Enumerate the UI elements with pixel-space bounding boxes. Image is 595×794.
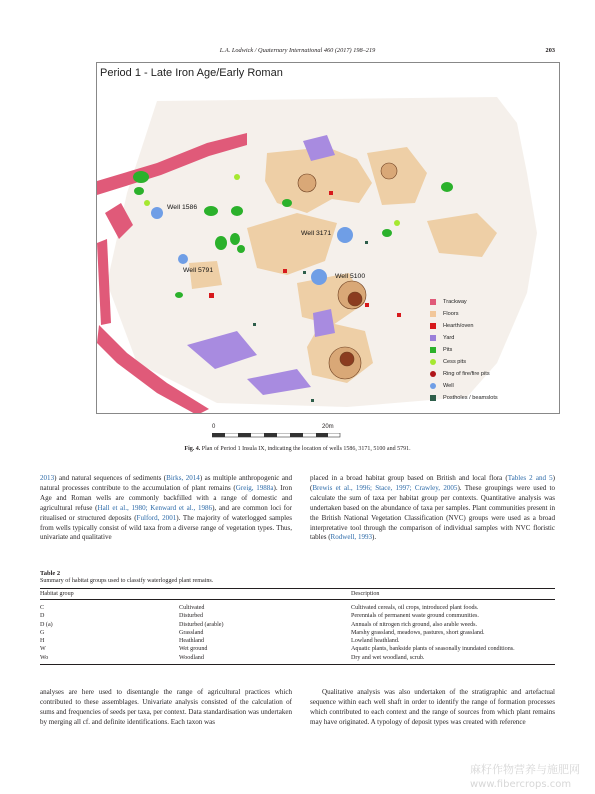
column-header: Description [351,589,555,600]
body-column-left-bottom [40,688,292,728]
legend-item [430,308,556,320]
trackway [97,239,111,325]
caption-label: Fig. 4. [184,446,201,452]
scale-start: 0 [212,424,216,430]
table-cell: Aquatic plants, bankside plants of seasonally inundated conditions. [351,646,515,653]
text-run: ) as multiple anthropogenic and natural processes contribute to the accumulation of plant remains ( [40,474,293,492]
scale-bar [212,424,342,442]
table-row [40,645,555,653]
watermark [470,762,590,792]
column-header: Habitat group [40,589,179,600]
table-cell: G [40,629,45,636]
running-head [40,47,555,57]
figure-4-map [96,62,560,414]
pits-swatch [430,347,436,353]
well-swatch [430,383,436,389]
legend-item [430,356,556,368]
legend-item [430,296,556,308]
well-label-3171: Well 3171 [301,230,332,237]
table-cell: W [40,646,46,653]
scale-end: 20m [322,424,334,430]
table-label: Table 2 [40,570,61,577]
table-2 [40,570,555,665]
table-cell: Cultivated cereals, oil crops, introduced plant foods. [351,605,479,611]
legend-label: Floors [443,311,459,317]
table-cell: Wet ground [179,646,208,653]
habitat-table [40,588,555,665]
table-row [40,612,555,620]
citation-link[interactable]: Birks, 2014 [166,474,200,482]
legend-label: Cess pits [443,359,467,365]
text-run: ). Iron Age and Roman wells are commonly backfilled with a range of domestic and agricultural refuse ( [40,483,292,512]
watermark-line-2: www.fibercrops.com [470,779,572,790]
paragraph [310,474,555,543]
well-label-1586: Well 1586 [167,204,198,211]
table-cell: Dry and wet woodland, scrub. [351,654,555,665]
body-column-right-top [310,474,555,543]
scale-bar-graphic [212,433,342,439]
table-cell: Disturbed (arable) [179,621,224,628]
legend-label: Pits [443,347,453,353]
table-row [40,654,555,665]
citation-link[interactable]: 2013 [40,474,55,482]
table-cell: Wo [40,654,179,665]
table-cell: Annuals of nitrogen rich ground, also arable weeds. [351,621,478,628]
map-legend [430,296,556,404]
watermark-line-1: 麻籽作物营养与施肥网 [470,763,580,776]
legend-item [430,380,556,392]
page-number: 203 [545,47,555,54]
citation-link[interactable]: Hall et al., 1980; Kenward et al., 1986 [97,503,213,512]
text-run: ), and are common loci for ritualised or structured deposits ( [40,503,293,522]
paragraph: Qualitative analysis was also undertaken of the stratigraphic and artefactual sequence within each well shaft in order to identify the range of formation processes which contributed to each context and the range of sources from which plant remains may have originated. A typology of deposit types was created with reference [310,688,555,726]
table-cell: Grassland [179,629,204,636]
text-run: ). The majority of waterlogged samples from wells typically consist of wild taxa from a diverse range of vegetation types. Thus, univariate and qualitative [40,513,292,542]
body-column-right-bottom [310,688,555,728]
table-cell: C [40,605,45,611]
citation-link[interactable]: Rodwell, 1993 [330,533,373,542]
table-cell: D (a) [40,621,53,628]
table-header-row [40,589,555,600]
ring-of-fire-swatch [430,371,436,377]
running-title: L.A. Lodwick / Quaternary International 460 (2017) 198–219 [219,47,376,54]
table-cell: Heathland [179,638,205,645]
legend-label: Ring of fire/fire pits [443,371,490,377]
legend-item [430,344,556,356]
table-caption: Summary of habitat groups used to classify waterlogged plant remains. [40,578,214,584]
body-column-left-top [40,474,292,543]
citation-link[interactable]: Greig, 1988a [235,483,274,492]
text-run: placed in a broad habitat group based on British and local flora ( [310,474,508,482]
trackway-swatch [430,299,436,305]
floors-swatch [430,311,436,317]
paragraph [40,474,292,543]
legend-label: Well [443,383,454,389]
column-header [179,589,351,600]
legend-label: Hearth/oven [443,323,474,329]
legend-item [430,320,556,332]
legend-item [430,368,556,380]
table-cell: Perennials of permanent waste ground communities. [351,613,479,620]
table-cell: Cultivated [179,605,205,611]
table-cell: Lowland heathland. [351,638,400,645]
figure-caption [40,446,555,452]
table-row [40,621,555,629]
table-cell: D [40,613,45,620]
postholes-swatch [430,395,436,401]
legend-label: Postholes / beamslots [443,395,498,401]
legend-item [430,392,556,404]
table-cell: Marshy grassland, meadows, pastures, short grassland. [351,629,485,636]
text-run: ) ( [310,474,555,492]
citation-link[interactable]: Tables 2 and 5 [507,474,553,482]
yard-swatch [430,335,436,341]
table-row [40,629,555,637]
hearth-swatch [430,323,436,329]
figure-title: Period 1 - Late Iron Age/Early Roman [100,67,283,79]
table-cell: Disturbed [179,613,204,620]
citation-link[interactable]: Brewis et al., 1996; Stace, 1997; Crawley, 2005 [312,483,458,492]
well-label-5791: Well 5791 [183,267,214,274]
table-row [40,600,555,613]
table-cell: H [40,638,45,645]
citation-link[interactable]: Fulford, 2001 [136,513,177,522]
table-cell: Woodland [179,654,351,665]
legend-label: Trackway [443,299,467,305]
well-label-5100: Well 5100 [335,273,366,280]
paragraph: analyses are here used to disentangle the range of agricultural practices which contributed to these assemblages. Univariate analysis consisted of the calculation of sums and frequencies of seeds per taxa, per context. Data standardisation was undertaken by merging all cf. and definite identifications. Each taxon was [40,688,292,726]
text-run: ). [372,533,377,542]
legend-label: Yard [443,335,455,341]
legend-item [430,332,556,344]
table-row [40,637,555,645]
cess-pits-swatch [430,359,436,365]
text-run: ). These groupings were used to calculate the sum of taxa per habitat group per contexts. Quantitative analysis was undertaken based on the abundance of taxa per samples. Plant communities present in the British National Vegetation Classification (NVC) groups were used as a broad interpretative tool through the comparison of individual samples with NVC floristic tables ( [310,483,555,542]
text-run: ) and natural sequences of sediments ( [54,474,167,482]
caption-text: Plan of Period 1 Insula IX, indicating the location of wells 1586, 3171, 5100 and 5791. [200,446,411,452]
